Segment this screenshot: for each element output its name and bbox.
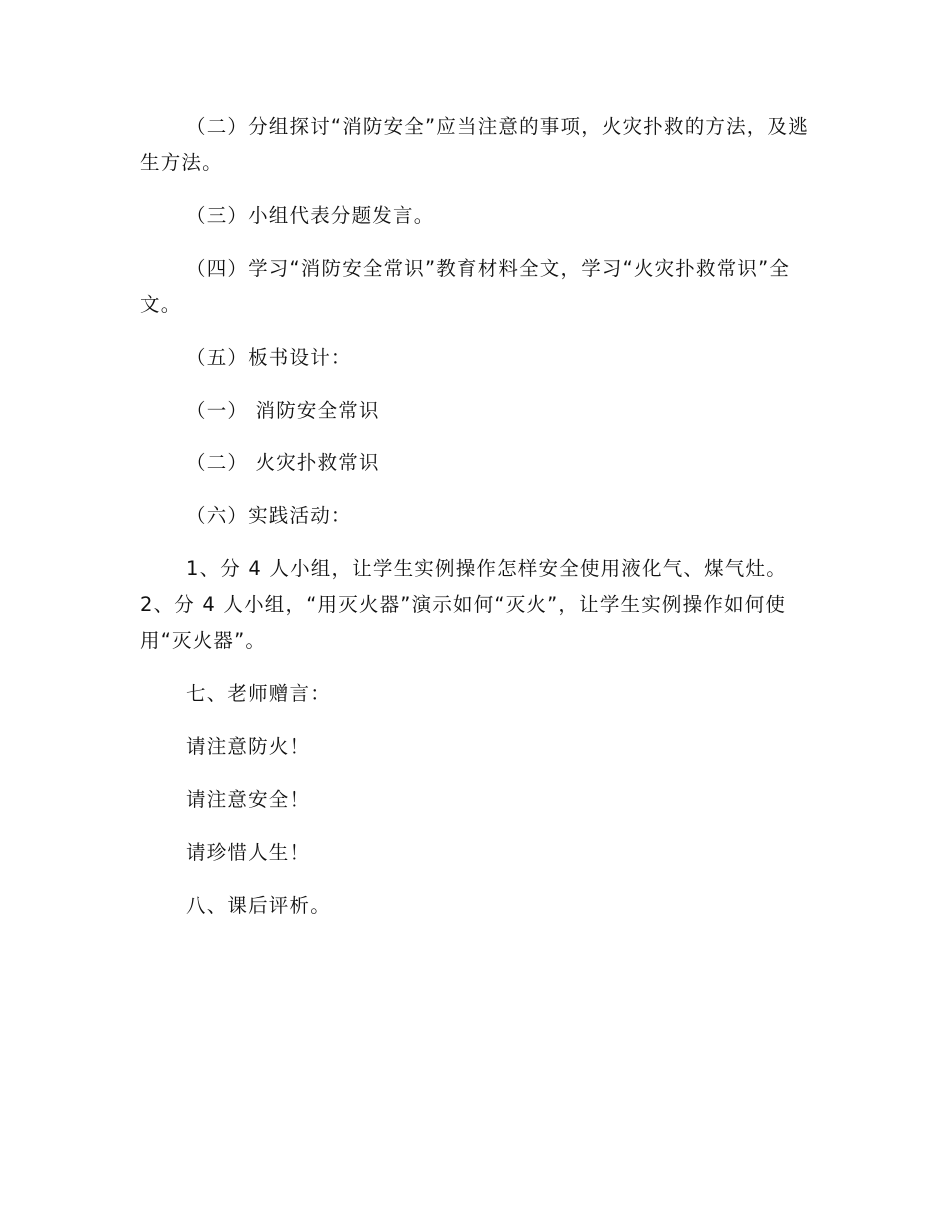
paragraph-after-class-review: 八、课后评析。 xyxy=(186,894,331,917)
paragraph-group-speech: （三）小组代表分题发言。 xyxy=(186,204,435,227)
paragraph-teacher-message: 七、老师赠言： xyxy=(186,682,331,705)
paragraph-board-item-1: （一） 消防安全常识 xyxy=(186,399,380,422)
paragraph-board-item-2: （二） 火灾扑救常识 xyxy=(186,451,380,474)
paragraph-group-discussion: （二）分组探讨“消防安全”应当注意的事项，火灾扑救的方法，及逃生方法。 xyxy=(140,115,809,174)
paragraph-safety-caution: 请注意安全！ xyxy=(186,788,311,811)
paragraph-practice-activity: （六）实践活动： xyxy=(186,504,352,527)
paragraph-study-materials: （四）学习“消防安全常识”教育材料全文，学习“火灾扑救常识”全文。 xyxy=(140,257,791,316)
paragraph-cherish-life: 请珍惜人生！ xyxy=(186,841,311,864)
paragraph-fire-caution: 请注意防火！ xyxy=(186,735,311,758)
paragraph-board-design: （五）板书设计： xyxy=(186,346,352,369)
paragraph-practice-details: 1、分 4 人小组，让学生实例操作怎样安全使用液化气、煤气灶。2、分 4 人小组，“用灭火器”演示如何“灭火”，让学生实例操作如何使用“灭火器”。 xyxy=(140,557,787,652)
